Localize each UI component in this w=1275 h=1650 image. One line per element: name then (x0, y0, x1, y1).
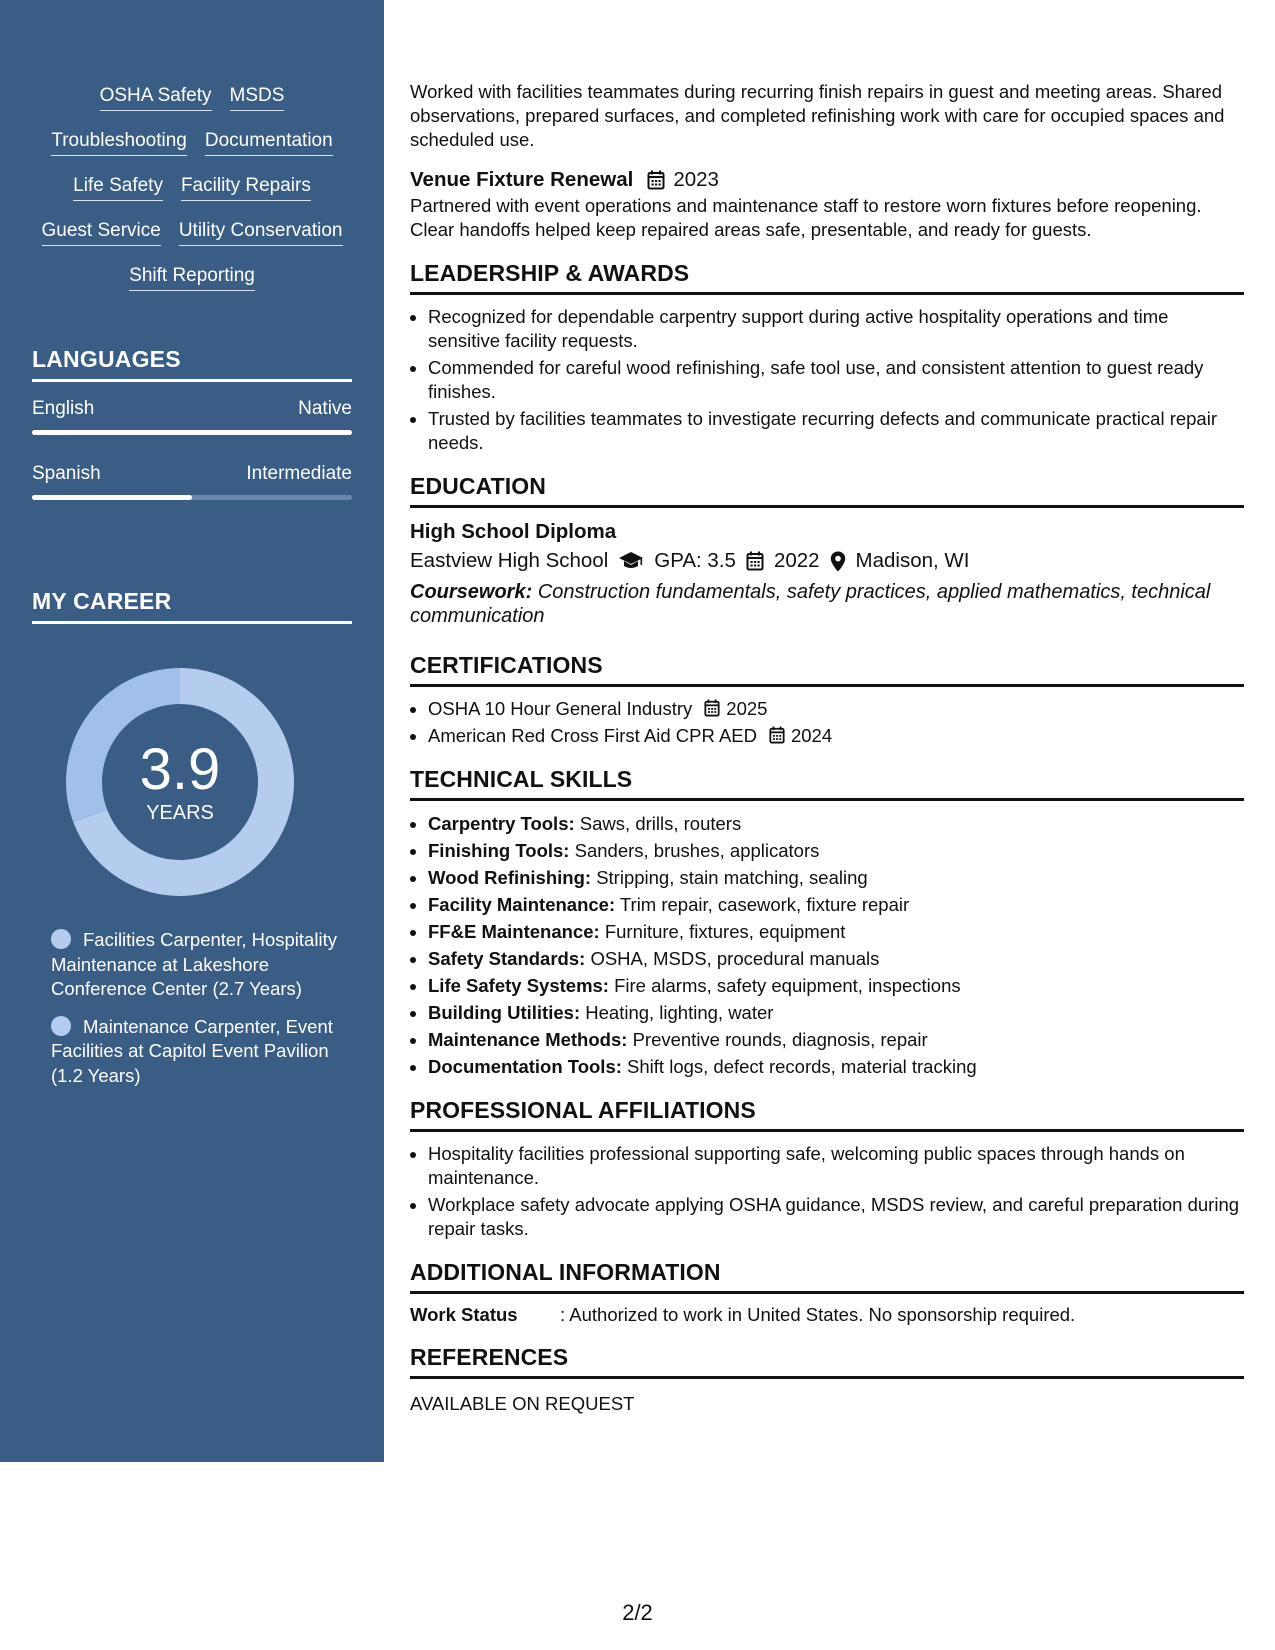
languages-heading: LANGUAGES (32, 346, 352, 382)
skill-tag: Shift Reporting (129, 264, 255, 291)
technical-skill-label: Facility Maintenance: (428, 894, 616, 915)
education-heading: EDUCATION (410, 473, 1244, 508)
technical-skill-label: Finishing Tools: (428, 840, 570, 861)
technical-skill-value: Fire alarms, safety equipment, inspections (614, 975, 961, 996)
technical-skill-label: Maintenance Methods: (428, 1029, 628, 1050)
work-status-value: : Authorized to work in United States. No sponsorship required. (560, 1304, 1076, 1325)
skill-tag: MSDS (230, 84, 285, 111)
education-coursework (410, 580, 1244, 628)
technical-skill-value: Heating, lighting, water (585, 1002, 774, 1023)
calendar-icon (647, 170, 665, 190)
skill-tag: Life Safety (73, 174, 163, 201)
skill-row (0, 264, 384, 309)
work-status-label: Work Status (410, 1304, 518, 1325)
project-title: Venue Fixture Renewal (410, 168, 634, 191)
technical-skill-label: Building Utilities: (428, 1002, 581, 1023)
technical-skill-label: Life Safety Systems: (428, 975, 609, 996)
career-legend-label: Maintenance Carpenter, Event Facilities at Capitol Event Pavilion (1.2 Years) (51, 1015, 333, 1086)
technical-skill-value: Shift logs, defect records, material tracking (627, 1056, 977, 1077)
sidebar (0, 0, 384, 1462)
skill-row (0, 84, 384, 129)
main-content (410, 80, 1244, 1415)
leadership-list (410, 305, 1244, 455)
work-status-row (410, 1304, 1244, 1326)
coursework-label: Coursework: (410, 581, 533, 603)
career-section (32, 588, 352, 624)
career-total-unit: YEARS (146, 802, 214, 824)
location-pin-icon (830, 551, 846, 572)
career-heading: MY CAREER (32, 588, 352, 624)
technical-skill-value: Furniture, fixtures, equipment (604, 921, 846, 942)
education-location: Madison, WI (855, 549, 970, 572)
language-bar (32, 430, 352, 435)
affiliations-list (410, 1142, 1244, 1241)
affiliations-heading: PROFESSIONAL AFFILIATIONS (410, 1097, 1244, 1132)
career-legend-item (51, 1015, 341, 1089)
language-item (32, 398, 352, 435)
legend-dot-icon (51, 929, 71, 949)
legend-dot-icon (51, 1016, 71, 1036)
technical-skill-value: Stripping, stain matching, sealing (596, 867, 868, 888)
certification-name: American Red Cross First Aid CPR AED (428, 725, 757, 746)
career-legend-label: Facilities Carpenter, Hospitality Maintenance at Lakeshore Conference Center (2.7 Years) (51, 929, 337, 999)
skill-tag: Guest Service (42, 219, 161, 246)
calendar-icon (769, 726, 785, 744)
technical-skills-heading: TECHNICAL SKILLS (410, 766, 1244, 801)
references-heading: REFERENCES (410, 1344, 1244, 1379)
career-donut-chart (66, 668, 294, 896)
language-name: Spanish (32, 463, 101, 484)
graduation-cap-icon (618, 551, 644, 571)
language-row (32, 398, 352, 420)
technical-skill-value: Sanders, brushes, applicators (574, 840, 820, 861)
project-title-row (410, 166, 1244, 194)
skill-tag: Troubleshooting (51, 129, 187, 156)
career-legend (51, 928, 341, 1101)
certification-name: OSHA 10 Hour General Industry (428, 698, 693, 719)
language-row (32, 463, 352, 485)
list-item: • Recognized for dependable carpentry support during active hospitality operations and time sensitive facility requests. (428, 305, 1244, 353)
skill-row (0, 174, 384, 219)
list-item: • Hospitality facilities professional supporting safe, welcoming public spaces through hands on maintenance. (428, 1142, 1244, 1190)
leadership-heading: LEADERSHIP & AWARDS (410, 260, 1244, 295)
calendar-icon (746, 551, 764, 571)
project-description: Partnered with event operations and maintenance staff to restore worn fixtures before reopening. Clear handoffs helped keep repaired areas safe, presentable, and ready for guests. (410, 195, 1202, 240)
skill-tag: OSHA Safety (100, 84, 212, 111)
skill-tags (0, 84, 384, 309)
list-item: • Workplace safety advocate applying OSHA guidance, MSDS review, and careful preparation during repair tasks. (428, 1193, 1244, 1241)
language-bar (32, 495, 352, 500)
technical-skill-label: Wood Refinishing: (428, 867, 592, 888)
technical-skill-label: Carpentry Tools: (428, 813, 575, 834)
technical-skill-item (428, 865, 1244, 890)
technical-skill-item (428, 892, 1244, 917)
language-level: Native (298, 398, 352, 419)
career-total-value: 3.9 (139, 737, 221, 802)
technical-skill-item (428, 838, 1244, 863)
language-list (32, 398, 352, 500)
language-level: Intermediate (246, 463, 352, 484)
education-gpa: GPA: 3.5 (654, 549, 736, 572)
technical-skill-item (428, 919, 1244, 944)
technical-skill-value: Saws, drills, routers (579, 813, 742, 834)
technical-skill-item (428, 973, 1244, 998)
skill-row (0, 129, 384, 174)
technical-skill-item (428, 1000, 1244, 1025)
references-text: AVAILABLE ON REQUEST (410, 1393, 635, 1414)
coursework-text: Construction fundamentals, safety practices, applied mathematics, technical communication (410, 581, 1211, 627)
technical-skills-list (410, 811, 1244, 1079)
technical-skill-label: Safety Standards: (428, 948, 586, 969)
certification-item (428, 724, 1244, 748)
list-item: • Trusted by facilities teammates to investigate recurring defects and communicate practical repair needs. (428, 407, 1244, 455)
languages-section (32, 346, 352, 500)
education-year: 2022 (773, 549, 820, 572)
language-name: English (32, 398, 95, 419)
certification-item (428, 697, 1244, 721)
technical-skill-value: OSHA, MSDS, procedural manuals (590, 948, 880, 969)
page-number: 2/2 (622, 1600, 653, 1625)
language-bar-fill (32, 495, 192, 500)
technical-skill-item (428, 1027, 1244, 1052)
technical-skill-label: Documentation Tools: (428, 1056, 622, 1077)
calendar-icon (704, 699, 720, 717)
language-bar-fill (32, 430, 352, 435)
intro-paragraph: Worked with facilities teammates during recurring finish repairs in guest and meeting areas. Shared observations, prepared surfaces, and completed refinishing work with care for occupied spaces and scheduled use. (410, 81, 1225, 150)
technical-skill-label: FF&E Maintenance: (428, 921, 600, 942)
skill-tag: Facility Repairs (181, 174, 311, 201)
certification-year: 2025 (726, 698, 768, 719)
technical-skill-item (428, 811, 1244, 836)
project-year: 2023 (673, 168, 719, 191)
skill-tag: Utility Conservation (179, 219, 343, 246)
certification-year: 2024 (790, 725, 833, 746)
language-item (32, 463, 352, 500)
technical-skill-value: Preventive rounds, diagnosis, repair (632, 1029, 928, 1050)
education-degree: High School Diploma (410, 520, 617, 543)
additional-info-heading: ADDITIONAL INFORMATION (410, 1259, 1244, 1294)
skill-tag: Documentation (205, 129, 333, 156)
technical-skill-item (428, 1054, 1244, 1079)
education-meta (410, 546, 1244, 576)
certifications-heading: CERTIFICATIONS (410, 652, 1244, 687)
career-legend-item (51, 928, 341, 1002)
education-school: Eastview High School (410, 549, 609, 572)
list-item: • Commended for careful wood refinishing, safe tool use, and consistent attention to guest ready finishes. (428, 356, 1244, 404)
skill-row (0, 219, 384, 264)
certifications-list (410, 697, 1244, 748)
technical-skill-value: Trim repair, casework, fixture repair (619, 894, 910, 915)
technical-skill-item (428, 946, 1244, 971)
